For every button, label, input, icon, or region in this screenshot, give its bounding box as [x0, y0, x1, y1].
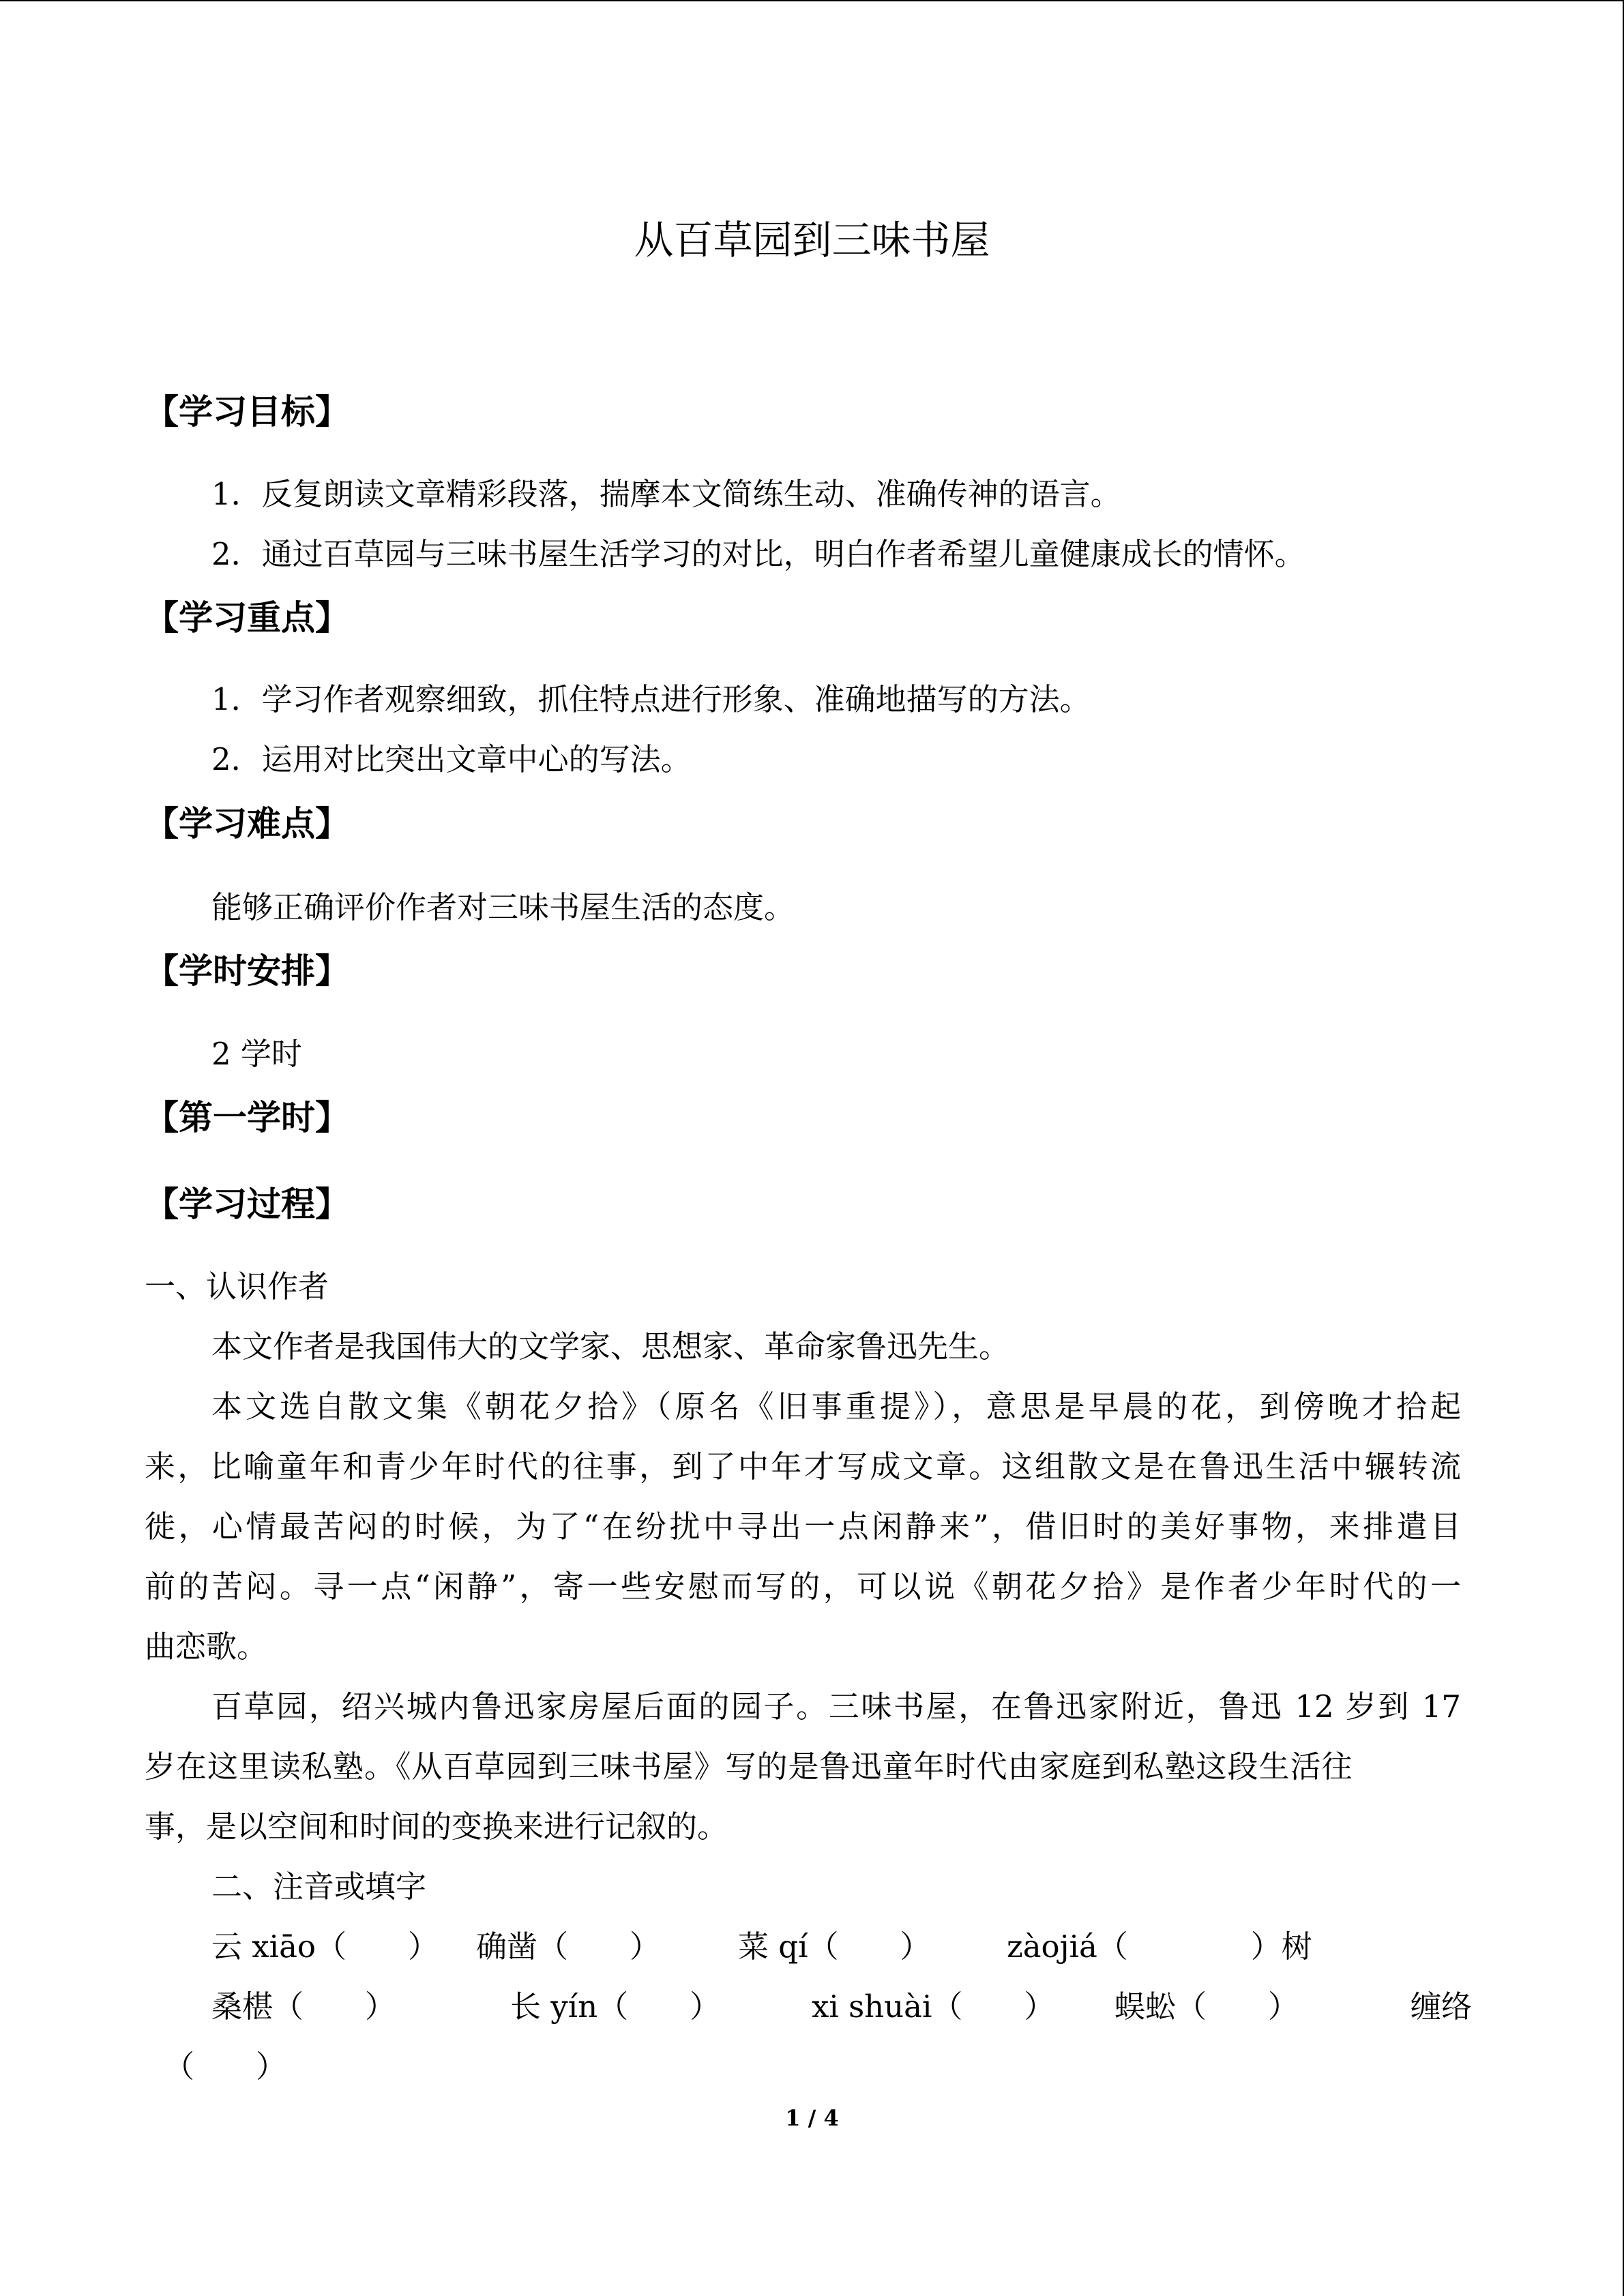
- heading-learning-goals: 【学习目标】: [145, 391, 349, 432]
- difficulty-text: 能够正确评价作者对三味书屋生活的态度。: [211, 889, 795, 925]
- goal-item-2: 2．通过百草园与三味书屋生活学习的对比，明白作者希望儿童健康成长的情怀。: [211, 536, 1305, 572]
- goal-item-1: 1．反复朗读文章精彩段落，揣摩本文简练生动、准确传神的语言。: [211, 476, 1121, 512]
- collection-paragraph-line-3: 徙，心情最苦闷的时候，为了“在纷扰中寻出一点闲静来”，借旧时的美好事物，来排遣目: [145, 1508, 1461, 1545]
- garden-paragraph-line-3: 事，是以空间和时间的变换来进行记叙的。: [145, 1808, 728, 1845]
- part2-title: 二、注音或填字: [211, 1868, 427, 1905]
- pinyin-exercise-6: 长 yín（ ）: [510, 1988, 721, 2025]
- document-title: 从百草园到三味书屋: [634, 217, 990, 263]
- heading-learning-process: 【学习过程】: [145, 1184, 349, 1224]
- heading-difficulty: 【学习难点】: [145, 803, 349, 844]
- pinyin-exercise-9-blank: （ ）: [164, 2048, 287, 2085]
- pinyin-exercise-4: zàojiá（ ）树: [1007, 1928, 1312, 1965]
- schedule-text: 2 学时: [211, 1036, 302, 1072]
- key-point-2: 2．运用对比突出文章中心的写法。: [211, 741, 692, 777]
- garden-paragraph-line-1: 百草园，绍兴城内鲁迅家房屋后面的园子。三味书屋，在鲁迅家附近，鲁迅 12 岁到 17: [211, 1688, 1461, 1725]
- heading-schedule: 【学时安排】: [145, 951, 349, 991]
- collection-paragraph-line-1: 本文选自散文集《朝花夕拾》（原名《旧事重提》），意思是早晨的花，到傍晚才拾起: [211, 1388, 1461, 1425]
- author-paragraph: 本文作者是我国伟大的文学家、思想家、革命家鲁迅先生。: [211, 1328, 1010, 1365]
- pinyin-exercise-2: 确凿（ ）: [476, 1928, 661, 1965]
- garden-paragraph-line-2: 岁在这里读私塾。《从百草园到三味书屋》写的是鲁迅童年时代由家庭到私塾这段生活往: [145, 1748, 1353, 1785]
- collection-paragraph-line-5: 曲恋歌。: [145, 1628, 268, 1665]
- pinyin-exercise-1: 云 xiāo（ ）: [211, 1928, 439, 1965]
- part1-title: 一、认识作者: [145, 1268, 329, 1304]
- heading-first-lesson: 【第一学时】: [145, 1097, 349, 1137]
- pinyin-exercise-8: 蜈蚣（ ）: [1114, 1988, 1299, 2025]
- collection-paragraph-line-4: 前的苦闷。寻一点“闲静”，寄一些安慰而写的，可以说《朝花夕拾》是作者少年时代的一: [145, 1568, 1461, 1605]
- collection-paragraph-line-2: 来，比喻童年和青少年时代的往事，到了中年才写成文章。这组散文是在鲁迅生活中辗转流: [145, 1448, 1461, 1485]
- pinyin-exercise-7: xi shuài（ ）: [812, 1988, 1055, 2025]
- pinyin-exercise-9: 缠络: [1411, 1988, 1473, 2025]
- pinyin-exercise-5: 桑椹（ ）: [211, 1988, 396, 2025]
- page-indicator: 1 / 4: [785, 2105, 839, 2131]
- heading-key-points: 【学习重点】: [145, 597, 349, 638]
- key-point-1: 1．学习作者观察细致，抓住特点进行形象、准确地描写的方法。: [211, 681, 1091, 717]
- pinyin-exercise-3: 菜 qí（ ）: [738, 1928, 931, 1965]
